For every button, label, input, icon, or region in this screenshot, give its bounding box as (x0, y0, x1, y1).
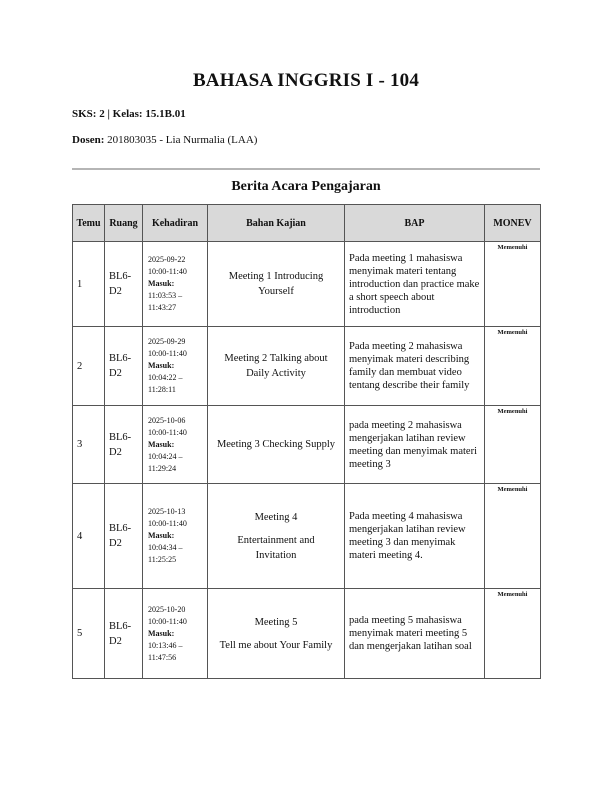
sks-value: 2 | (99, 108, 110, 120)
kelas-label: Kelas: (112, 108, 143, 120)
table-row (73, 327, 541, 406)
session-time: 10:00-11:40 (148, 267, 187, 276)
table-header-row (73, 205, 541, 242)
session-date: 2025-10-20 (148, 604, 186, 614)
masuk-start: 10:04:22 – (148, 373, 183, 382)
monev-cell: Memenuhi (485, 484, 541, 589)
bahan-heading: Meeting 4 (254, 511, 298, 523)
kehadiran-cell (143, 484, 208, 589)
bahan-kajian-cell (208, 406, 345, 484)
bahan-line: Daily Activity (246, 368, 306, 379)
bahan-line: Meeting 2 Talking about (224, 353, 328, 364)
bahan-kajian-cell (208, 484, 345, 589)
bap-cell: pada meeting 2 mahasiswa mengerjakan latihan review meeting dan menyimak materi meeting 3 (345, 406, 485, 484)
session-time: 10:00-11:40 (148, 427, 187, 437)
dosen-value: 201803035 - Lia Nurmalia (LAA) (107, 134, 258, 146)
masuk-end: 11:28:11 (148, 385, 176, 394)
masuk-label: Masuk: (148, 628, 175, 638)
masuk-label: Masuk: (148, 361, 175, 370)
session-date: 2025-09-29 (148, 337, 186, 346)
header-kehadiran: Kehadiran (143, 205, 208, 242)
masuk-label: Masuk: (148, 439, 175, 449)
bahan-kajian-cell (208, 242, 345, 327)
table-row (73, 484, 541, 589)
ruang-cell (105, 327, 143, 406)
ruang-line: D2 (109, 446, 122, 458)
masuk-end: 11:47:56 (148, 652, 177, 662)
header-bahan-kajian: Bahan Kajian (208, 205, 345, 242)
bahan-heading: Meeting 5 (254, 616, 298, 628)
bahan-line: Yourself (258, 286, 294, 297)
session-time: 10:00-11:40 (148, 519, 187, 528)
masuk-label: Masuk: (148, 531, 175, 540)
ruang-line: BL6- (109, 353, 132, 364)
bahan-line: Entertainment and (237, 534, 315, 546)
table-row (73, 406, 541, 484)
masuk-start: 10:04:34 – (148, 543, 183, 552)
horizontal-divider (72, 168, 540, 170)
temu-cell: 3 (73, 406, 105, 484)
session-time: 10:00-11:40 (148, 616, 187, 626)
bap-cell: Pada meeting 2 mahasiswa menyimak materi describing family dan membuat video tentang describe their family (345, 327, 485, 406)
lecturer-meta (72, 134, 257, 146)
bahan-line: Tell me about Your Family (219, 639, 333, 651)
bahan-line: Meeting 1 Introducing (228, 271, 324, 282)
ruang-line: D2 (109, 368, 122, 379)
bahan-line: Invitation (255, 549, 297, 561)
page-title: BAHASA INGGRIS I - 104 (192, 70, 420, 91)
ruang-cell (105, 406, 143, 484)
ruang-line: BL6- (109, 431, 132, 443)
kehadiran-cell (143, 406, 208, 484)
session-time: 10:00-11:40 (148, 349, 187, 358)
monev-cell: Memenuhi (485, 406, 541, 484)
session-date: 2025-09-22 (148, 255, 186, 264)
masuk-start: 11:03:53 – (148, 291, 183, 300)
bap-cell: Pada meeting 1 mahasiswa menyimak materi tentang introduction dan practice make a short speech about introduction (345, 242, 485, 327)
bap-cell: pada meeting 5 mahasiswa menyimak materi meeting 5 dan mengerjakan latihan soal (345, 589, 485, 679)
masuk-label: Masuk: (148, 279, 175, 288)
masuk-start: 10:13:46 – (148, 640, 183, 650)
kehadiran-cell (143, 242, 208, 327)
ruang-cell (105, 242, 143, 327)
session-date: 2025-10-06 (148, 415, 186, 425)
monev-cell: Memenuhi (485, 327, 541, 406)
header-ruang: Ruang (105, 205, 143, 242)
header-bap: BAP (345, 205, 485, 242)
ruang-line: BL6- (109, 271, 132, 282)
ruang-line: BL6- (109, 523, 132, 534)
kehadiran-cell (143, 327, 208, 406)
masuk-start: 10:04:24 – (148, 451, 183, 461)
bahan-kajian-cell (208, 589, 345, 679)
bahan-line: Meeting 3 Checking Supply (216, 439, 336, 450)
monev-cell: Memenuhi (485, 242, 541, 327)
masuk-end: 11:25:25 (148, 555, 177, 564)
monev-cell: Memenuhi (485, 589, 541, 679)
temu-cell: 4 (73, 484, 105, 589)
bap-table (72, 204, 541, 679)
header-monev: MONEV (485, 205, 541, 242)
header-temu: Temu (73, 205, 105, 242)
course-meta (72, 108, 186, 120)
bap-cell: Pada meeting 4 mahasiswa mengerjakan latihan review meeting 3 dan menyimak materi meeting 4. (345, 484, 485, 589)
ruang-line: D2 (109, 286, 122, 297)
dosen-label: Dosen: (72, 134, 105, 146)
masuk-end: 11:29:24 (148, 463, 177, 473)
session-date: 2025-10-13 (148, 507, 186, 516)
table-row (73, 589, 541, 679)
temu-cell: 1 (73, 242, 105, 327)
table-row (73, 242, 541, 327)
kelas-value: 15.1B.01 (145, 108, 186, 120)
ruang-cell (105, 484, 143, 589)
temu-cell: 2 (73, 327, 105, 406)
bahan-kajian-cell (208, 327, 345, 406)
sks-label: SKS: (72, 108, 97, 120)
ruang-line: D2 (109, 538, 122, 549)
kehadiran-cell (143, 589, 208, 679)
masuk-end: 11:43:27 (148, 303, 177, 312)
ruang-line: D2 (109, 635, 122, 647)
ruang-cell (105, 589, 143, 679)
ruang-line: BL6- (109, 620, 132, 632)
section-title: Berita Acara Pengajaran (231, 179, 381, 194)
temu-cell: 5 (73, 589, 105, 679)
